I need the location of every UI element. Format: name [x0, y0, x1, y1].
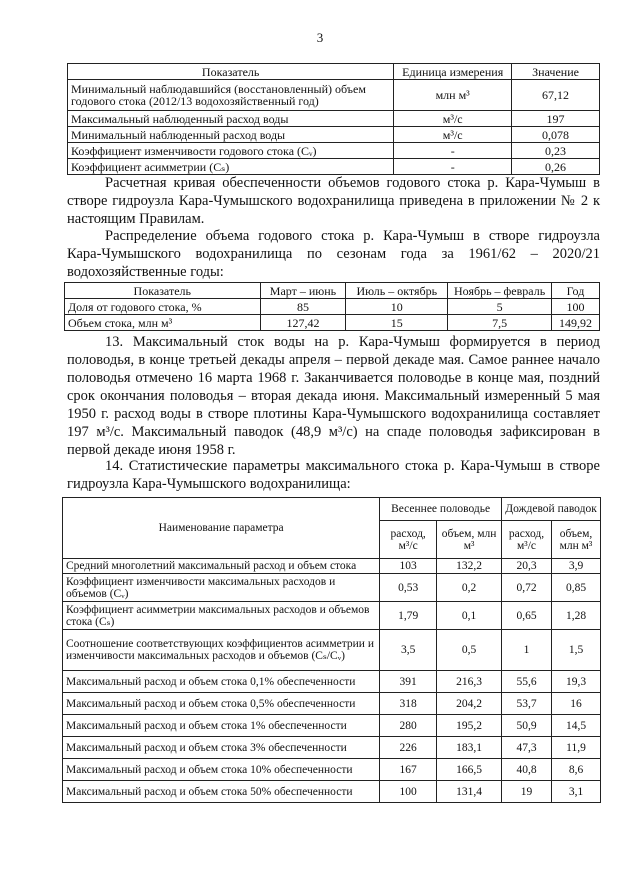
table-row: [63, 693, 601, 715]
cell: 15: [346, 315, 448, 331]
row-label: Максимальный наблюденный расход воды: [68, 111, 394, 127]
cell: 1,5: [552, 630, 601, 671]
table-row: [63, 715, 601, 737]
cell: 0,53: [380, 574, 437, 602]
row-label: Коэффициент асимметрии максимальных расходов и объемов стока (Cₛ): [63, 602, 380, 630]
column-header: Значение: [512, 64, 600, 80]
cell: 167: [380, 759, 437, 781]
row-value: 197: [512, 111, 600, 127]
row-unit: м³/с: [394, 127, 512, 143]
table-row: [68, 143, 600, 159]
row-value: 0,26: [512, 159, 600, 175]
column-group-header: Весеннее половодье: [380, 498, 502, 521]
table-row: [63, 574, 601, 602]
cell: 0,85: [552, 574, 601, 602]
cell: 10: [346, 299, 448, 315]
column-subheader: объем, млн м³: [437, 521, 502, 559]
cell: 19: [502, 781, 552, 803]
row-label: Максимальный расход и объем стока 0,5% обеспеченности: [63, 693, 380, 715]
cell: 127,42: [260, 315, 346, 331]
cell: 3,9: [552, 559, 601, 574]
table-row: [63, 602, 601, 630]
column-header: Наименование параметра: [63, 498, 380, 559]
cell: 5: [448, 299, 552, 315]
row-label: Максимальный расход и объем стока 50% обеспеченности: [63, 781, 380, 803]
table-row: [65, 315, 600, 331]
column-header: Показатель: [68, 64, 394, 80]
paragraph-distribution-line3: водохозяйственные годы:: [67, 264, 224, 280]
table-row: [68, 159, 600, 175]
cell: 0,72: [502, 574, 552, 602]
cell: 55,6: [502, 671, 552, 693]
table-row: [63, 759, 601, 781]
table-row: [63, 630, 601, 671]
column-header: Единица измерения: [394, 64, 512, 80]
row-label: Максимальный расход и объем стока 1% обеспеченности: [63, 715, 380, 737]
table-row: [63, 737, 601, 759]
column-group-header: Дождевой паводок: [502, 498, 601, 521]
page-number: 3: [316, 30, 324, 45]
column-header: Ноябрь – февраль: [448, 283, 552, 299]
cell: 100: [380, 781, 437, 803]
table-header-row: [65, 283, 600, 299]
row-label: Минимальный наблюдавшийся (восстановленный) объем годового стока (2012/13 водохозяйственный год): [68, 80, 394, 111]
row-label: Максимальный расход и объем стока 0,1% обеспеченности: [63, 671, 380, 693]
row-unit: м³/с: [394, 111, 512, 127]
cell: 20,3: [502, 559, 552, 574]
cell: 318: [380, 693, 437, 715]
table-row: [68, 80, 600, 111]
cell: 1,79: [380, 602, 437, 630]
cell: 166,5: [437, 759, 502, 781]
row-label: Коэффициент изменчивости годового стока (Cᵥ): [68, 143, 394, 159]
paragraph-item-14: 14. Статистические параметры максимального стока р. Кара-Чумыш в створе гидроузла Кара-Чумышского водохранилища:: [67, 458, 600, 492]
column-subheader: расход, м³/с: [502, 521, 552, 559]
cell: 183,1: [437, 737, 502, 759]
table-row: [63, 559, 601, 574]
cell: 8,6: [552, 759, 601, 781]
cell: 103: [380, 559, 437, 574]
column-header: Показатель: [65, 283, 261, 299]
cell: 216,3: [437, 671, 502, 693]
cell: 7,5: [448, 315, 552, 331]
cell: 47,3: [502, 737, 552, 759]
cell: 3,5: [380, 630, 437, 671]
column-header: Март – июнь: [260, 283, 346, 299]
cell: 11,9: [552, 737, 601, 759]
cell: 0,2: [437, 574, 502, 602]
cell: 40,8: [502, 759, 552, 781]
row-label: Максимальный расход и объем стока 3% обеспеченности: [63, 737, 380, 759]
paragraph-item-13: 13. Максимальный сток воды на р. Кара-Чумыш формируется в период половодья, в конце третьей декады апреля – первой декаде мая. Самое раннее начало половодья отмечено 16 марта 1968 г. Заканчивается половодье в конце мая, поздний срок окончания половодья – вторая декада июня. Максимальный измеренный 5 мая 1950 г. расход воды в створе плотины Кара-Чумышского водохранилища составляет 197 м³/с. Максимальный паводок (48,9 м³/с) на спаде половодья зафиксирован в первой декаде июня 1958 г.: [67, 334, 600, 458]
cell: 85: [260, 299, 346, 315]
cell: 0,1: [437, 602, 502, 630]
row-label: Объем стока, млн м³: [65, 315, 261, 331]
seasonal-distribution-table: [64, 282, 600, 331]
cell: 0,5: [437, 630, 502, 671]
cell: 132,2: [437, 559, 502, 574]
column-subheader: расход, м³/с: [380, 521, 437, 559]
cell: 19,3: [552, 671, 601, 693]
row-unit: -: [394, 159, 512, 175]
row-value: 0,23: [512, 143, 600, 159]
cell: 0,65: [502, 602, 552, 630]
cell: 50,9: [502, 715, 552, 737]
table-header-row: [68, 64, 600, 80]
cell: 14,5: [552, 715, 601, 737]
row-unit: млн м³: [394, 80, 512, 111]
column-header: Июль – октябрь: [346, 283, 448, 299]
table-row: [65, 299, 600, 315]
paragraph-curve: Расчетная кривая обеспеченности объемов годового стока р. Кара-Чумыш в створе гидроузла Кара-Чумышского водохранилища приведена в приложении № 2 к настоящим Правилам.: [67, 175, 600, 227]
row-label: Минимальный наблюденный расход воды: [68, 127, 394, 143]
row-value: 67,12: [512, 80, 600, 111]
row-value: 0,078: [512, 127, 600, 143]
table-header-row: [63, 498, 601, 521]
max-runoff-parameters-table: [62, 497, 601, 803]
cell: 100: [552, 299, 600, 315]
row-unit: -: [394, 143, 512, 159]
row-label: Средний многолетний максимальный расход и объем стока: [63, 559, 380, 574]
cell: 391: [380, 671, 437, 693]
cell: 280: [380, 715, 437, 737]
hydrology-summary-table: [67, 63, 600, 175]
cell: 16: [552, 693, 601, 715]
table-row: [68, 111, 600, 127]
table-row: [68, 127, 600, 143]
row-label: Коэффициент изменчивости максимальных расходов и объемов (Cᵥ): [63, 574, 380, 602]
cell: 53,7: [502, 693, 552, 715]
paragraph-distribution-line1: Распределение объема годового стока р. Кара-Чумыш в створе гидроузла: [105, 228, 600, 244]
cell: 204,2: [437, 693, 502, 715]
row-label: Доля от годового стока, %: [65, 299, 261, 315]
cell: 226: [380, 737, 437, 759]
cell: 131,4: [437, 781, 502, 803]
cell: 149,92: [552, 315, 600, 331]
cell: 1: [502, 630, 552, 671]
row-label: Максимальный расход и объем стока 10% обеспеченности: [63, 759, 380, 781]
table-row: [63, 781, 601, 803]
column-subheader: объем, млн м³: [552, 521, 601, 559]
row-label: Соотношение соответствующих коэффициентов асимметрии и изменчивости максимальных расходов и объемов (Cₛ/Cᵥ): [63, 630, 380, 671]
column-header: Год: [552, 283, 600, 299]
cell: 1,28: [552, 602, 601, 630]
table-row: [63, 671, 601, 693]
cell: 195,2: [437, 715, 502, 737]
row-label: Коэффициент асимметрии (Cₛ): [68, 159, 394, 175]
cell: 3,1: [552, 781, 601, 803]
paragraph-distribution-line2: Кара-Чумышского водохранилища по сезонам года за 1961/62 – 2020/21: [67, 246, 600, 262]
